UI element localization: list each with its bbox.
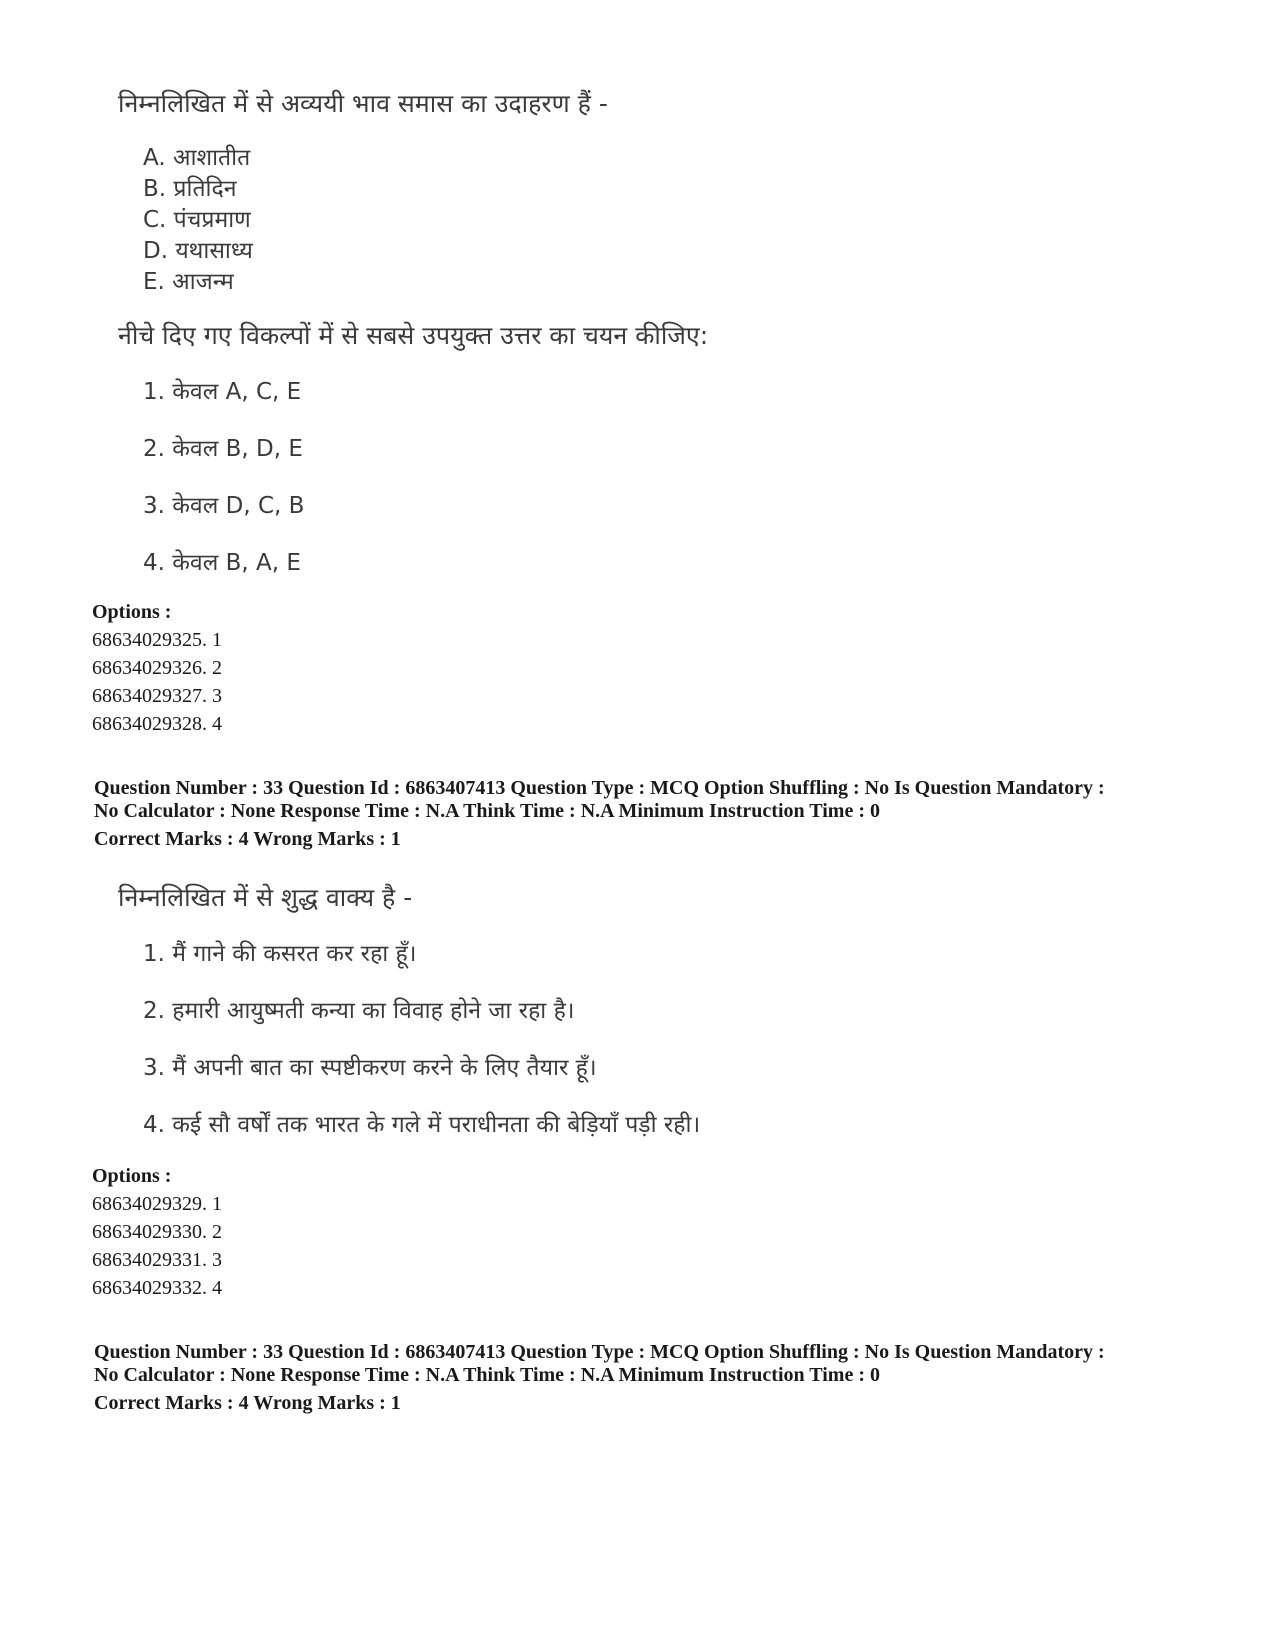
choice-1: 1. केवल A, C, E: [143, 379, 302, 405]
choice-4: 4. केवल B, A, E: [143, 550, 301, 576]
choice-2: 2. केवल B, D, E: [143, 436, 303, 462]
choice-4: 4. कई सौ वर्षों तक भारत के गले में पराधीनता की बेड़ियाँ पड़ी रही।: [143, 1112, 701, 1138]
option-id-2: 68634029330. 2: [92, 1221, 222, 1243]
option-id-4: 68634029332. 4: [92, 1277, 222, 1299]
choice-1: 1. मैं गाने की कसरत कर रहा हूँ।: [143, 941, 417, 967]
option-id-3: 68634029327. 3: [92, 685, 222, 707]
question-marks: Correct Marks : 4 Wrong Marks : 1: [94, 828, 401, 850]
options-label: Options :: [92, 601, 172, 623]
statement-e: E. आजन्म: [143, 269, 234, 295]
option-id-1: 68634029325. 1: [92, 629, 222, 651]
option-id-3: 68634029331. 3: [92, 1249, 222, 1271]
option-id-2: 68634029326. 2: [92, 657, 222, 679]
question-meta-line-2: No Calculator : None Response Time : N.A Think Time : N.A Minimum Instruction Time : 0: [94, 1364, 880, 1386]
option-id-1: 68634029329. 1: [92, 1193, 222, 1215]
statement-b: B. प्रतिदिन: [143, 176, 237, 202]
statement-d: D. यथासाध्य: [143, 238, 253, 264]
option-id-4: 68634029328. 4: [92, 713, 222, 735]
question-meta-line-2: No Calculator : None Response Time : N.A Think Time : N.A Minimum Instruction Time : 0: [94, 800, 880, 822]
options-label: Options :: [92, 1165, 172, 1187]
statement-c: C. पंचप्रमाण: [143, 207, 251, 233]
choice-3: 3. मैं अपनी बात का स्पष्टीकरण करने के लिए तैयार हूँ।: [143, 1055, 597, 1081]
question-instruction: नीचे दिए गए विकल्पों में से सबसे उपयुक्त उत्तर का चयन कीजिए:: [118, 321, 709, 350]
question-meta-line-1: Question Number : 33 Question Id : 6863407413 Question Type : MCQ Option Shuffling : No Is Question Mandatory :: [94, 1341, 1105, 1363]
question-marks: Correct Marks : 4 Wrong Marks : 1: [94, 1392, 401, 1414]
question-stem: निम्नलिखित में से शुद्ध वाक्य है -: [118, 883, 413, 912]
choice-2: 2. हमारी आयुष्मती कन्या का विवाह होने जा रहा है।: [143, 998, 575, 1024]
question-meta-line-1: Question Number : 33 Question Id : 6863407413 Question Type : MCQ Option Shuffling : No Is Question Mandatory :: [94, 777, 1105, 799]
statement-a: A. आशातीत: [143, 145, 251, 171]
question-stem: निम्नलिखित में से अव्ययी भाव समास का उदाहरण हैं -: [118, 89, 608, 118]
choice-3: 3. केवल D, C, B: [143, 493, 305, 519]
